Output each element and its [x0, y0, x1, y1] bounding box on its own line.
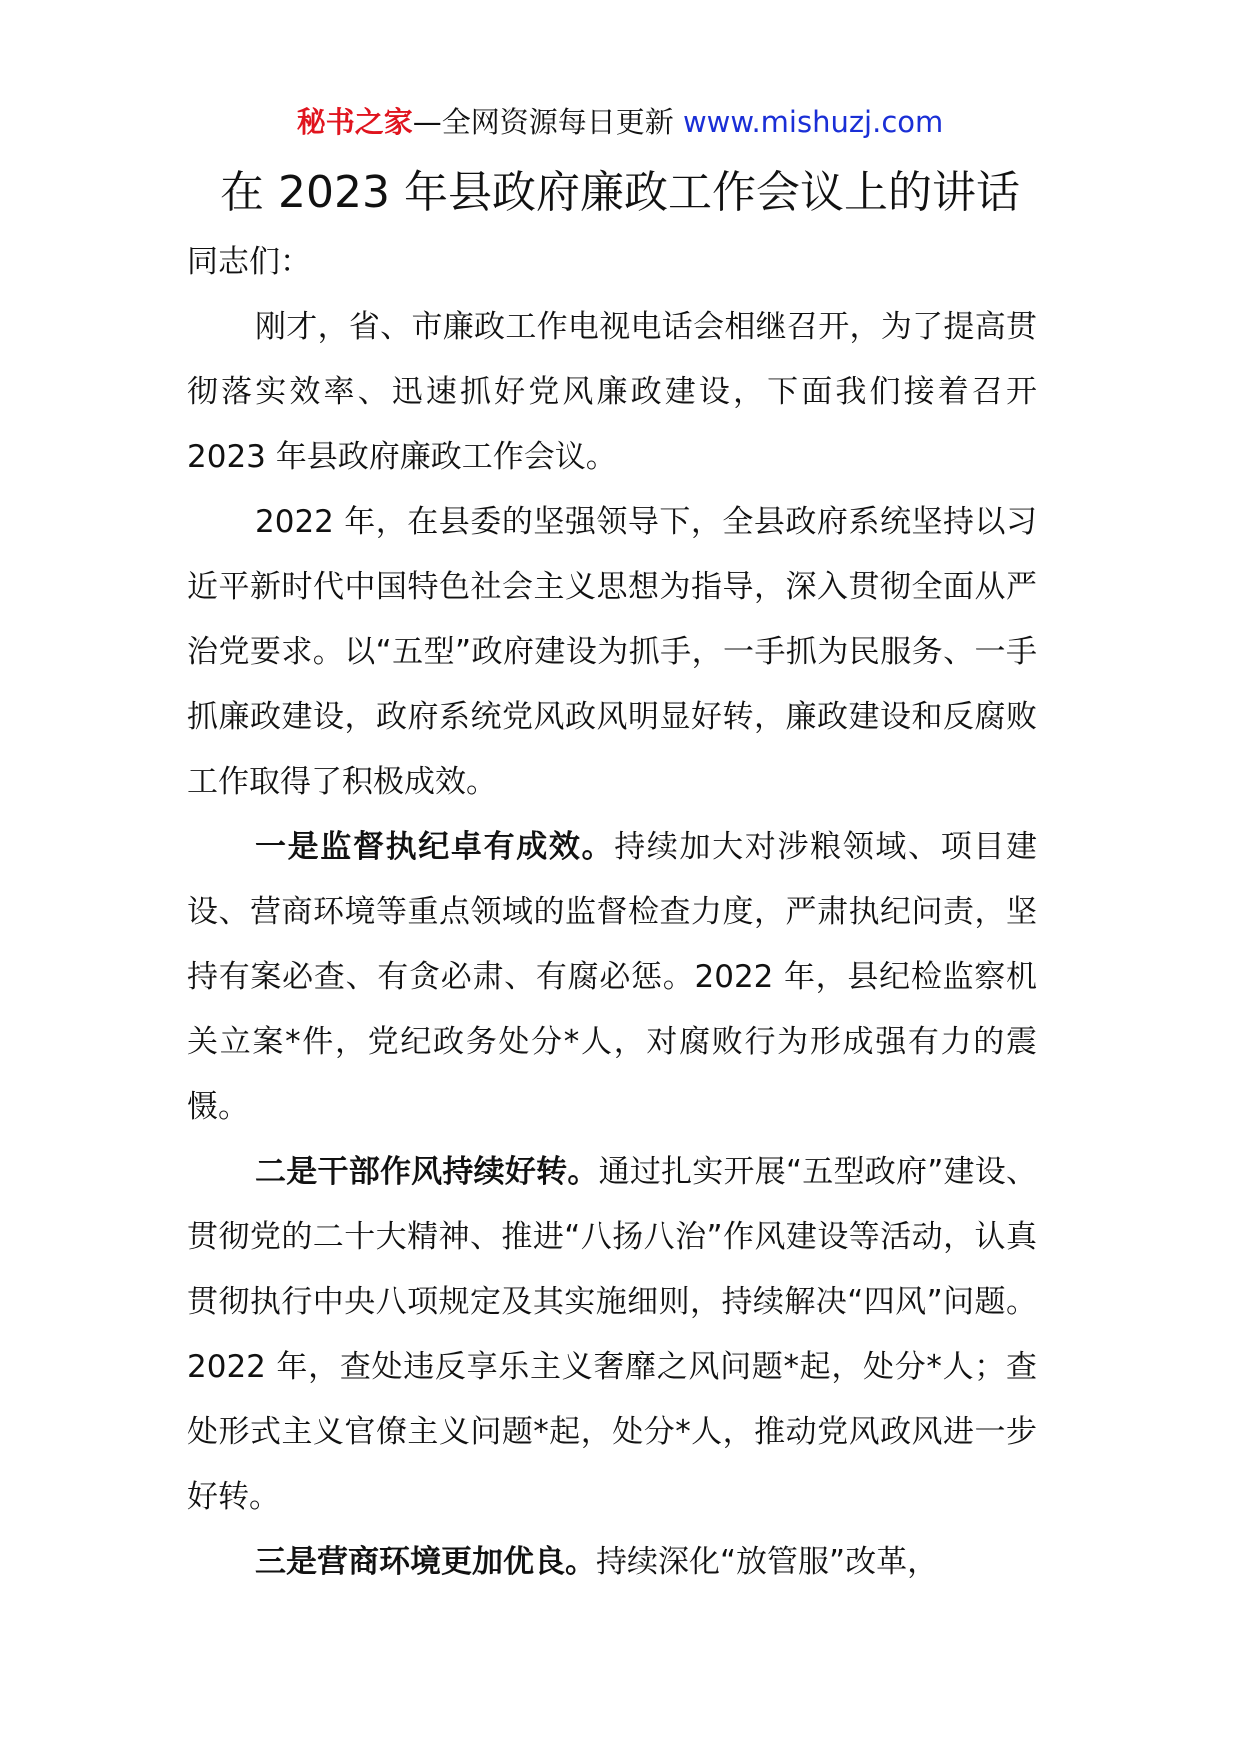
paragraph-text: 持续深化“放管服”改革，	[596, 1544, 939, 1580]
site-header	[0, 100, 1240, 144]
header-slogan: —全网资源每日更新	[412, 105, 674, 139]
paragraph-work-style	[187, 1140, 1037, 1530]
document-title: 在 2023 年县政府廉政工作会议上的讲话	[220, 167, 1020, 218]
paragraph-summary: 2022 年，在县委的坚强领导下，全县政府系统坚持以习近平新时代中国特色社会主义思想为指导，深入贯彻全面从严治党要求。以“五型”政府建设为抓手，一手抓为民服务、一手抓廉政建设，政府系统党风政风明显好转，廉政建设和反腐败工作取得了积极成效。	[187, 504, 1037, 800]
document-body	[187, 230, 1037, 1595]
paragraph-text: 持续加大对涉粮领域、项目建设、营商环境等重点领域的监督检查力度，严肃执纪问责，坚持有案必查、有贪必肃、有腐必惩。2022 年，县纪检监察机关立案*件，党纪政务处分*人，对腐败行为形成强有力的震慑。	[187, 829, 1038, 1125]
brand-name: 秘书之家	[296, 105, 413, 139]
paragraph-lead: 三是营商环境更加优良。	[255, 1544, 596, 1580]
paragraph-text: 通过扎实开展“五型政府”建设、贯彻党的二十大精神、推进“八扬八治”作风建设等活动，认真贯彻执行中央八项规定及其实施细则，持续解决“四风”问题。2022 年，查处违反享乐主义奢靡之风问题*起，处分*人；查处形式主义官僚主义问题*起，处分*人，推动党风政风进一步好转。	[187, 1154, 1038, 1515]
salutation: 同志们：	[187, 244, 311, 280]
paragraph-business-environment	[187, 1530, 1037, 1595]
paragraph-supervision	[187, 815, 1037, 1140]
site-link[interactable]: www.mishuzj.com	[682, 105, 944, 139]
paragraph-lead: 一是监督执纪卓有成效。	[255, 829, 615, 865]
paragraph-intro: 刚才，省、市廉政工作电视电话会相继召开，为了提高贯彻落实效率、迅速抓好党风廉政建设，下面我们接着召开 2023 年县政府廉政工作会议。	[187, 309, 1037, 475]
paragraph-lead: 二是干部作风持续好转。	[255, 1154, 599, 1190]
